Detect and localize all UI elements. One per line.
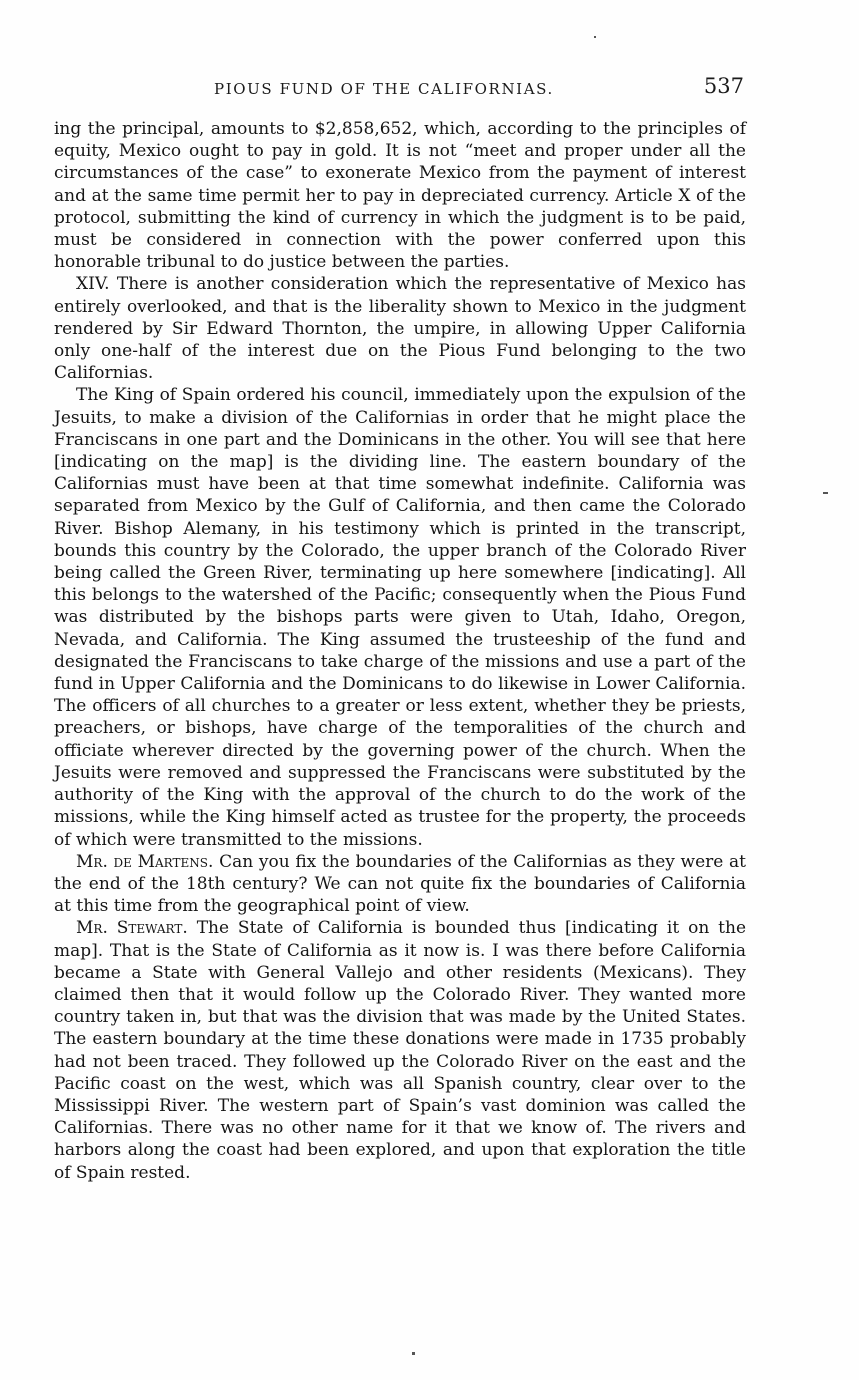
page-number: 537 — [703, 74, 744, 98]
paragraph-continuation: ing the principal, amounts to $2,858,652, which, according to the principles of equity, Mexico ought to pay in gold. It is not “meet and proper under all the circumstances of the case” to exonerate Mexico from the payment of interest and at the same time permit her to pay in depreciated currency. Article X of the protocol, submitting the kind of currency in which the judgment is to be paid, must be considered in connection with the power conferred upon this honorable tribunal to do justice between the parties. — [54, 119, 746, 273]
paragraph-stewart — [54, 917, 746, 1183]
speech-stewart: The State of California is bounded thus [indicating it on the map]. That is the State of California as it now is. I was there before California became a State with General Vallejo and other residents (Mexicans). They claimed then that it would follow up the Colorado River. They wanted more country taken in, but that was the division that was made by the United States. The eastern boundary at the time these donations were made in 1735 probably had not been traced. They followed up the Colorado River on the east and the Pacific coast on the west, which was all Spanish country, clear over to the Mississippi River. The western part of Spain’s vast dominion was called the Californias. There was no other name for it that we know of. The rivers and harbors along the coast had been explored, and upon that exploration the title of Spain rested. — [54, 918, 747, 1183]
speaker-stewart: Mr. Stewart. — [76, 918, 188, 939]
paragraph-de-martens — [54, 851, 746, 918]
paragraph-xiv: XIV. There is another consideration which the representative of Mexico has entirely overlooked, and that is the liberality shown to Mexico in the judgment rendered by Sir Edward Thornton, the umpire, in allowing Upper California only one-half of the interest due on the Pious Fund belonging to the two Californias. — [54, 274, 746, 384]
body-text — [54, 118, 746, 1184]
paragraph-king-of-spain: The King of Spain ordered his council, immediately upon the expulsion of the Jesuits, to make a division of the Californias in order that he might place the Franciscans in one part and the Dominicans in the other. You will see that here [indicating on the map] is the dividing line. The eastern boundary of the Californias must have been at that time somewhat indefinite. California was separated from Mexico by the Gulf of California, and then came the Colorado River. Bishop Alemany, in his testimony which is printed in the transcript, bounds this country by the Colorado, the upper branch of the Colorado River being called the Green River, terminating up here somewhere [indicating]. All this belongs to the watershed of the Pacific; consequently when the Pious Fund was distributed by the bishops parts were given to Utah, Idaho, Oregon, Nevada, and California. The King assumed the trusteeship of the fund and designated the Franciscans to take charge of the missions and use a part of the fund in Upper California and the Dominicans to do likewise in Lower California. The officers of all churches to a greater or less extent, whether they be priests, preachers, or bishops, have charge of the temporalities of the church and officiate wherever directed by the governing power of the church. When the Jesuits were removed and suppressed the Franciscans were substituted by the authority of the King with the approval of the church to do the work of the missions, while the King himself acted as trustee for the property, the proceeds of which were transmitted to the missions. — [54, 385, 746, 850]
speaker-de-martens: Mr. de Martens. — [76, 851, 214, 872]
page-header — [54, 76, 744, 104]
scan-speck — [823, 492, 828, 494]
scan-speck — [594, 36, 596, 38]
running-head: PIOUS FUND OF THE CALIFORNIAS. — [214, 80, 554, 98]
speech-de-martens: Can you fix the boundaries of the Californias as they were at the end of the 18th century? We can not quite fix the boundaries of California at this time from the geographical point of view. — [54, 851, 746, 917]
scan-speck — [412, 1352, 415, 1355]
